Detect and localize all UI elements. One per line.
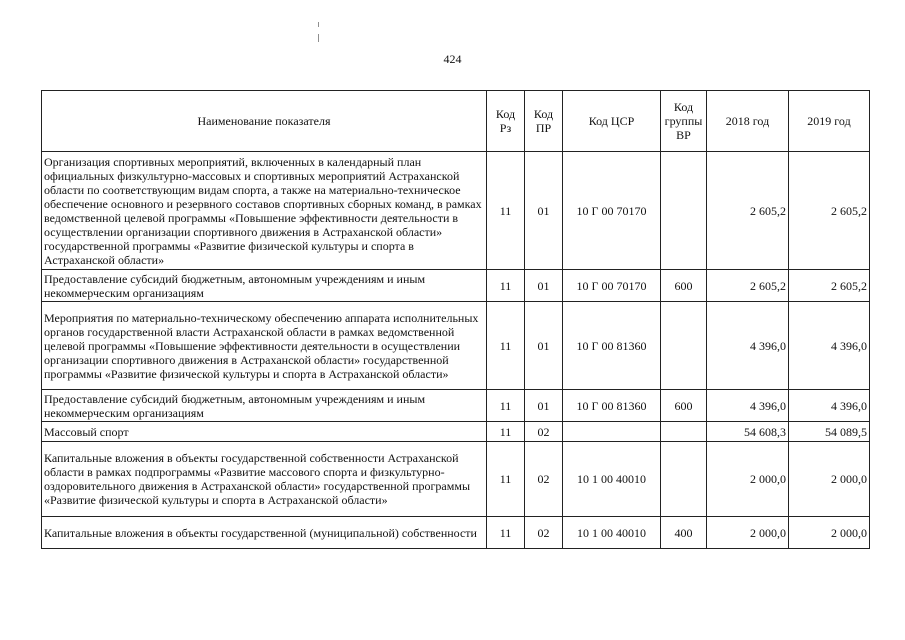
cell-2019: 2 000,0 — [789, 442, 870, 517]
cell-2019: 4 396,0 — [789, 390, 870, 422]
cell-vr: 400 — [661, 517, 707, 549]
cell-vr: 600 — [661, 390, 707, 422]
table-row — [42, 517, 870, 549]
cell-pr: 01 — [525, 302, 563, 390]
scan-mark — [318, 22, 319, 27]
cell-pr: 01 — [525, 390, 563, 422]
cell-csr: 10 1 00 40010 — [563, 442, 661, 517]
cell-pr: 02 — [525, 442, 563, 517]
table-row — [42, 422, 870, 442]
cell-csr: 10 Г 00 81360 — [563, 390, 661, 422]
cell-rz: 11 — [487, 422, 525, 442]
cell-2018: 4 396,0 — [707, 302, 789, 390]
cell-csr: 10 1 00 40010 — [563, 517, 661, 549]
header-name: Наименование показателя — [42, 91, 487, 152]
table-row — [42, 390, 870, 422]
cell-name: Организация спортивных мероприятий, включенных в календарный план официальных физкультурно-массовых и спортивных мероприятий Астраханской области по соответствующим видам спорта, а также на материально-техническое обеспечение основного и резервного составов спортивных сборных команд, в рамках ведомственной целевой программы «Повышение эффективности деятельности в осуществлении организации спортивного движения в Астраханской области» государственной программы «Развитие физической культуры и спорта в Астраханской области» — [42, 152, 487, 270]
header-vr: Код группы ВР — [661, 91, 707, 152]
budget-table — [41, 90, 870, 549]
cell-2019: 2 000,0 — [789, 517, 870, 549]
cell-vr: 600 — [661, 270, 707, 302]
cell-name: Капитальные вложения в объекты государственной собственности Астраханской области в рамках подпрограммы «Развитие массового спорта и физкультурно-оздоровительного движения в Астраханской области» государственной программы «Развитие физической культуры и спорта в Астраханской области» — [42, 442, 487, 517]
page-number: 424 — [443, 52, 462, 66]
cell-rz: 11 — [487, 390, 525, 422]
header-row — [42, 91, 870, 152]
cell-2018: 4 396,0 — [707, 390, 789, 422]
cell-vr — [661, 302, 707, 390]
cell-pr: 02 — [525, 517, 563, 549]
cell-pr: 01 — [525, 152, 563, 270]
cell-csr: 10 Г 00 70170 — [563, 270, 661, 302]
cell-2018: 2 000,0 — [707, 442, 789, 517]
cell-2018: 54 608,3 — [707, 422, 789, 442]
cell-csr: 10 Г 00 81360 — [563, 302, 661, 390]
table-row — [42, 152, 870, 270]
cell-pr: 02 — [525, 422, 563, 442]
table-row — [42, 270, 870, 302]
cell-vr — [661, 422, 707, 442]
header-pr: Код ПР — [525, 91, 563, 152]
cell-rz: 11 — [487, 302, 525, 390]
cell-2018: 2 605,2 — [707, 152, 789, 270]
table-body — [42, 152, 870, 549]
cell-rz: 11 — [487, 270, 525, 302]
cell-name: Предоставление субсидий бюджетным, автономным учреждениям и иным некоммерческим организациям — [42, 390, 487, 422]
cell-name: Предоставление субсидий бюджетным, автономным учреждениям и иным некоммерческим организациям — [42, 270, 487, 302]
table-row — [42, 302, 870, 390]
cell-name: Капитальные вложения в объекты государственной (муниципальной) собственности — [42, 517, 487, 549]
cell-csr — [563, 422, 661, 442]
cell-rz: 11 — [487, 152, 525, 270]
scan-mark — [318, 34, 319, 42]
table-header — [42, 91, 870, 152]
cell-2018: 2 000,0 — [707, 517, 789, 549]
header-2018: 2018 год — [707, 91, 789, 152]
cell-2018: 2 605,2 — [707, 270, 789, 302]
cell-name: Массовый спорт — [42, 422, 487, 442]
cell-2019: 4 396,0 — [789, 302, 870, 390]
cell-2019: 2 605,2 — [789, 152, 870, 270]
cell-2019: 54 089,5 — [789, 422, 870, 442]
cell-csr: 10 Г 00 70170 — [563, 152, 661, 270]
table-row — [42, 442, 870, 517]
cell-vr — [661, 152, 707, 270]
cell-rz: 11 — [487, 517, 525, 549]
cell-pr: 01 — [525, 270, 563, 302]
header-rz: Код Рз — [487, 91, 525, 152]
cell-rz: 11 — [487, 442, 525, 517]
cell-vr — [661, 442, 707, 517]
header-csr: Код ЦСР — [563, 91, 661, 152]
cell-2019: 2 605,2 — [789, 270, 870, 302]
header-2019: 2019 год — [789, 91, 870, 152]
cell-name: Мероприятия по материально-техническому обеспечению аппарата исполнительных органов государственной власти Астраханской области в рамках ведомственной целевой программы «Повышение эффективности деятельности в осуществлении организации спортивного движения в Астраханской области» государственной программы «Развитие физической культуры и спорта в Астраханской области» — [42, 302, 487, 390]
